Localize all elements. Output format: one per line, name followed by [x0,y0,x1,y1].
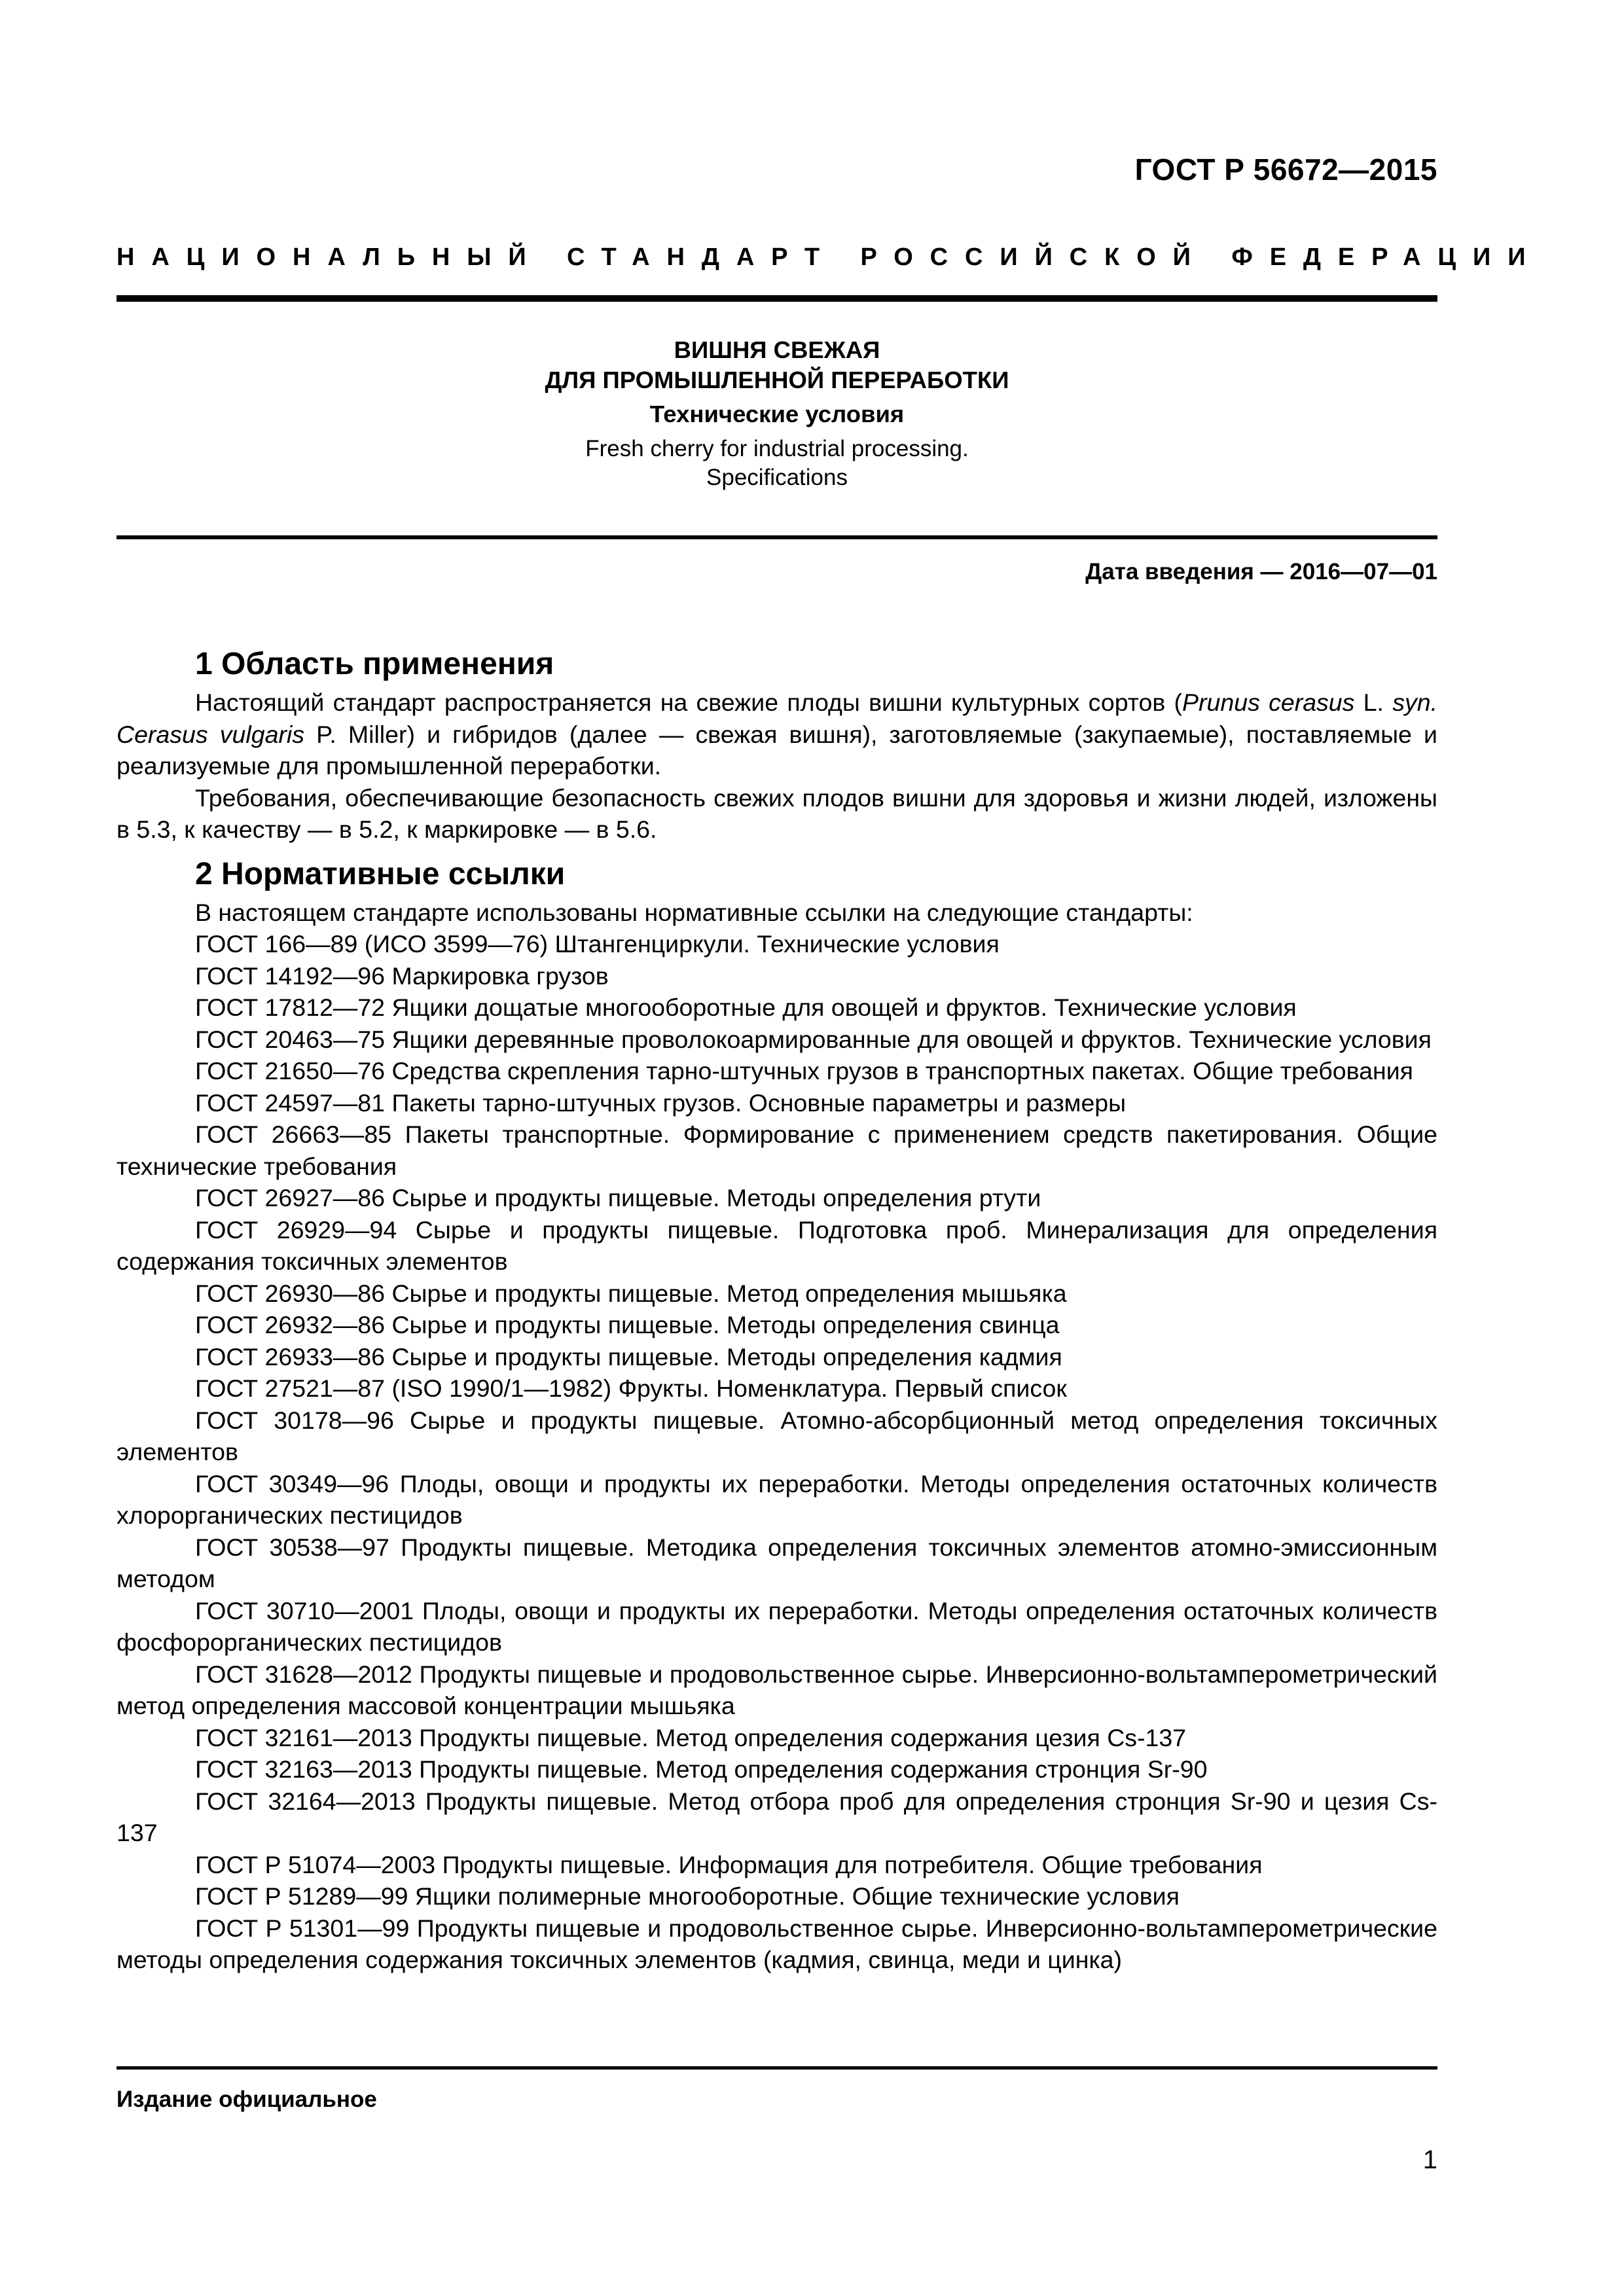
title-english-line-1: Fresh cherry for industrial processing. [585,436,969,461]
reference-item: ГОСТ 26933—86 Сырье и продукты пищевые. Методы определения кадмия [195,1342,1062,1371]
title-subtitle: Технические условия [649,401,905,427]
title-english-line-2: Specifications [706,465,848,490]
title-divider [117,535,1437,539]
italic-species-name: Prunus cerasus [1182,689,1355,716]
text-run: Настоящий стандарт распространяется на свежие плоды вишни культурных сортов ( [195,689,1183,716]
document-body [117,645,1437,1976]
reference-item: ГОСТ 26663—85 Пакеты транспортные. Формирование с применением средств пакетирования. Общие технические требования [117,1121,1437,1180]
reference-item: ГОСТ 30710—2001 Плоды, овощи и продукты их переработки. Методы определения остаточных количеств фосфорорганических пестицидов [117,1596,1437,1656]
reference-item: ГОСТ 17812—72 Ящики дощатые многооборотные для овощей и фруктов. Технические условия [195,994,1297,1021]
text-run: L. [1354,689,1393,716]
reference-item: ГОСТ 26932—86 Сырье и продукты пищевые. Методы определения свинца [195,1311,1060,1338]
section-1-paragraph-1 [117,687,1437,782]
title-line-1: ВИШНЯ СВЕЖАЯ [674,336,880,363]
reference-item: ГОСТ 26929—94 Сырье и продукты пищевые. Подготовка проб. Минерализация для определения содержания токсичных элементов [117,1215,1437,1275]
reference-item: ГОСТ 26930—86 Сырье и продукты пищевые. Метод определения мышьяка [195,1279,1067,1307]
title-block [117,335,1437,492]
section-1-heading: 1 Область применения [195,647,554,681]
page-number: 1 [1422,2145,1437,2174]
reference-item: ГОСТ 31628—2012 Продукты пищевые и продовольственное сырье. Инверсионно-вольтамперометрический метод определения массовой концентрации мышьяка [117,1660,1437,1719]
title-line-2: ДЛЯ ПРОМЫШЛЕННОЙ ПЕРЕРАБОТКИ [545,367,1009,393]
document-page [117,0,1543,2296]
standard-code: ГОСТ Р 56672—2015 [1134,152,1437,187]
reference-item: ГОСТ 27521—87 (ISO 1990/1—1982) Фрукты. Номенклатура. Первый список [195,1374,1067,1402]
reference-item: ГОСТ 26927—86 Сырье и продукты пищевые. Методы определения ртути [195,1184,1041,1211]
reference-item: ГОСТ 32164—2013 Продукты пищевые. Метод отбора проб для определения стронция Sr-90 и цезия Cs-137 [117,1787,1437,1846]
reference-item: ГОСТ Р 51074—2003 Продукты пищевые. Информация для потребителя. Общие требования [195,1850,1263,1878]
section-1-paragraph-2: Требования, обеспечивающие безопасность свежих плодов вишни для здоровья и жизни людей, изложены в 5.3, к качеству — в 5.2, к маркировке — в 5.6. [117,783,1437,843]
text-run: P. Miller) и гибридов (далее — свежая вишня), заготовляемые (закупаемые), поставляемые и реализуемые для промышленной переработки. [117,720,1437,780]
footer-divider [117,2066,1437,2070]
reference-item: ГОСТ Р 51289—99 Ящики полимерные многооборотные. Общие технические условия [195,1882,1180,1910]
reference-item: ГОСТ 20463—75 Ящики деревянные проволокоармированные для овощей и фруктов. Технические условия [195,1025,1432,1053]
italic-synonym: syn. Cerasus vulgaris [117,689,1437,748]
reference-item: ГОСТ 14192—96 Маркировка грузов [195,961,609,990]
reference-item: ГОСТ 166—89 (ИСО 3599—76) Штангенциркули. Технические условия [195,930,1000,958]
reference-item: ГОСТ Р 51301—99 Продукты пищевые и продовольственное сырье. Инверсионно-вольтамперометрические методы определения содержания токсичных элементов (кадмия, свинца, меди и цинка) [117,1914,1437,1973]
reference-item: ГОСТ 24597—81 Пакеты тарно-штучных грузов. Основные параметры и размеры [195,1088,1127,1117]
reference-item: ГОСТ 30178—96 Сырье и продукты пищевые. Атомно-абсорбционный метод определения токсичных элементов [117,1406,1437,1465]
introduction-date: Дата введения — 2016—07—01 [1085,559,1437,584]
section-2-intro: В настоящем стандарте использованы нормативные ссылки на следующие стандарты: [195,898,1193,926]
reference-item: ГОСТ 32161—2013 Продукты пищевые. Метод определения содержания цезия Cs-137 [195,1723,1187,1751]
reference-item: ГОСТ 30538—97 Продукты пищевые. Методика определения токсичных элементов атомно-эмиссионным методом [117,1533,1437,1592]
header-divider [117,295,1437,302]
official-edition-label: Издание официальное [117,2087,377,2112]
reference-item: ГОСТ 21650—76 Средства скрепления тарно-штучных грузов в транспортных пакетах. Общие требования [195,1057,1413,1085]
reference-item: ГОСТ 30349—96 Плоды, овощи и продукты их переработки. Методы определения остаточных количеств хлорорганических пестицидов [117,1469,1437,1529]
section-2-heading: 2 Нормативные ссылки [195,856,566,891]
national-standard-heading: НАЦИОНАЛЬНЫЙ СТАНДАРТ РОССИЙСКОЙ ФЕДЕРАЦИИ [117,243,1543,271]
reference-item: ГОСТ 32163—2013 Продукты пищевые. Метод определения содержания стронция Sr-90 [195,1755,1208,1783]
